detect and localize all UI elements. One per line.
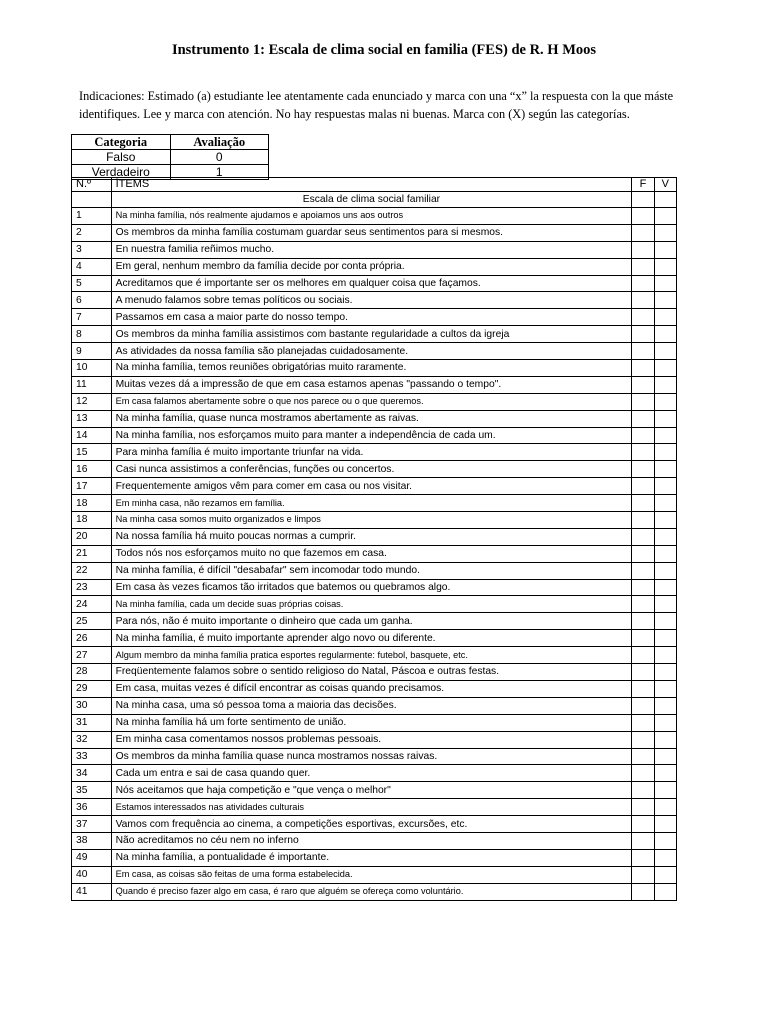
item-text: Não acreditamos no céu nem no inferno — [111, 832, 632, 849]
header-false: F — [632, 178, 654, 192]
answer-true-cell[interactable] — [654, 545, 676, 562]
answer-false-cell[interactable] — [632, 562, 654, 579]
item-number: 31 — [72, 714, 112, 731]
answer-true-cell[interactable] — [654, 562, 676, 579]
answer-false-cell[interactable] — [632, 410, 654, 427]
item-number: 25 — [72, 613, 112, 630]
table-row — [72, 360, 677, 377]
section-title: Escala de clima social familiar — [111, 192, 632, 208]
item-text: Na minha família, temos reuniões obrigatórias muito raramente. — [111, 360, 632, 377]
item-text: Em geral, nenhum membro da família decide por conta própria. — [111, 258, 632, 275]
item-number: 5 — [72, 275, 112, 292]
legend-row — [72, 150, 269, 165]
answer-false-cell[interactable] — [632, 883, 654, 900]
section-title-row — [72, 192, 677, 208]
table-row — [72, 275, 677, 292]
item-number: 35 — [72, 782, 112, 799]
item-number: 18 — [72, 512, 112, 529]
item-text: Na minha casa somos muito organizados e limpos — [111, 512, 632, 529]
item-text: Todos nós nos esforçamos muito no que fazemos em casa. — [111, 545, 632, 562]
answer-false-cell[interactable] — [632, 765, 654, 782]
answer-false-cell[interactable] — [632, 241, 654, 258]
item-text: Na minha família, é difícil "desabafar" sem incomodar todo mundo. — [111, 562, 632, 579]
answer-false-cell[interactable] — [632, 849, 654, 866]
item-text: Em casa às vezes ficamos tão irritados que batemos ou quebramos algo. — [111, 579, 632, 596]
answer-true-cell[interactable] — [654, 309, 676, 326]
item-number: 32 — [72, 731, 112, 748]
answer-false-cell[interactable] — [632, 714, 654, 731]
item-number: 36 — [72, 799, 112, 816]
table-row — [72, 461, 677, 478]
item-text: Em casa, muitas vezes é difícil encontrar as coisas quando precisamos. — [111, 680, 632, 697]
answer-false-cell[interactable] — [632, 697, 654, 714]
item-text: Na minha família, é muito importante aprender algo novo ou diferente. — [111, 630, 632, 647]
answer-false-cell[interactable] — [632, 461, 654, 478]
table-row — [72, 816, 677, 833]
item-number: 41 — [72, 883, 112, 900]
section-blank-cell — [654, 192, 676, 208]
answer-true-cell[interactable] — [654, 343, 676, 360]
item-text: Os membros da minha família quase nunca mostramos nossas raivas. — [111, 748, 632, 765]
answer-true-cell[interactable] — [654, 832, 676, 849]
answer-true-cell[interactable] — [654, 613, 676, 630]
item-text: Na minha família, quase nunca mostramos abertamente as raivas. — [111, 410, 632, 427]
item-number: 8 — [72, 326, 112, 343]
items-table — [71, 177, 677, 901]
answer-false-cell[interactable] — [632, 393, 654, 410]
table-row — [72, 208, 677, 225]
answer-true-cell[interactable] — [654, 596, 676, 613]
table-row — [72, 545, 677, 562]
item-number: 12 — [72, 393, 112, 410]
answer-true-cell[interactable] — [654, 444, 676, 461]
table-row — [72, 866, 677, 883]
answer-true-cell[interactable] — [654, 799, 676, 816]
item-number: 15 — [72, 444, 112, 461]
table-row — [72, 782, 677, 799]
header-number: N.º — [72, 178, 112, 192]
item-number: 17 — [72, 478, 112, 495]
table-row — [72, 427, 677, 444]
item-text: Frequentemente amigos vêm para comer em casa ou nos visitar. — [111, 478, 632, 495]
legend-header-row — [72, 135, 269, 150]
answer-false-cell[interactable] — [632, 596, 654, 613]
answer-false-cell[interactable] — [632, 748, 654, 765]
item-number: 9 — [72, 343, 112, 360]
table-row — [72, 224, 677, 241]
answer-false-cell[interactable] — [632, 647, 654, 664]
item-text: Na nossa família há muito poucas normas a cumprir. — [111, 528, 632, 545]
answer-false-cell[interactable] — [632, 376, 654, 393]
item-text: As atividades da nossa família são planejadas cuidadosamente. — [111, 343, 632, 360]
answer-true-cell[interactable] — [654, 292, 676, 309]
item-text: Quando é preciso fazer algo em casa, é raro que alguém se ofereça como voluntário. — [111, 883, 632, 900]
answer-false-cell[interactable] — [632, 360, 654, 377]
item-text: Acreditamos que é importante ser os melhores em qualquer coisa que façamos. — [111, 275, 632, 292]
answer-false-cell[interactable] — [632, 512, 654, 529]
answer-true-cell[interactable] — [654, 579, 676, 596]
table-row — [72, 748, 677, 765]
table-row — [72, 579, 677, 596]
answer-true-cell[interactable] — [654, 731, 676, 748]
answer-false-cell[interactable] — [632, 832, 654, 849]
table-row — [72, 495, 677, 512]
table-row — [72, 478, 677, 495]
item-text: Em casa, as coisas são feitas de uma forma estabelecida. — [111, 866, 632, 883]
table-row — [72, 714, 677, 731]
answer-true-cell[interactable] — [654, 680, 676, 697]
item-number: 20 — [72, 528, 112, 545]
item-number: 2 — [72, 224, 112, 241]
answer-false-cell[interactable] — [632, 495, 654, 512]
item-text: Na minha família há um forte sentimento de união. — [111, 714, 632, 731]
item-text: En nuestra familia reñimos mucho. — [111, 241, 632, 258]
answer-false-cell[interactable] — [632, 343, 654, 360]
table-row — [72, 343, 677, 360]
answer-true-cell[interactable] — [654, 208, 676, 225]
items-header-row — [72, 178, 677, 192]
answer-false-cell[interactable] — [632, 528, 654, 545]
legend-header-category: Categoria — [72, 135, 171, 150]
answer-true-cell[interactable] — [654, 326, 676, 343]
answer-false-cell[interactable] — [632, 782, 654, 799]
answer-false-cell[interactable] — [632, 545, 654, 562]
legend-category: Falso — [72, 150, 171, 165]
answer-true-cell[interactable] — [654, 630, 676, 647]
item-number: 49 — [72, 849, 112, 866]
item-text: Para nós, não é muito importante o dinheiro que cada um ganha. — [111, 613, 632, 630]
answer-false-cell[interactable] — [632, 579, 654, 596]
item-number: 3 — [72, 241, 112, 258]
item-text: A menudo falamos sobre temas políticos ou sociais. — [111, 292, 632, 309]
table-row — [72, 241, 677, 258]
item-number: 13 — [72, 410, 112, 427]
answer-false-cell[interactable] — [632, 816, 654, 833]
answer-true-cell[interactable] — [654, 410, 676, 427]
item-number: 30 — [72, 697, 112, 714]
answer-true-cell[interactable] — [654, 849, 676, 866]
item-number: 38 — [72, 832, 112, 849]
answer-false-cell[interactable] — [632, 866, 654, 883]
answer-false-cell[interactable] — [632, 680, 654, 697]
answer-true-cell[interactable] — [654, 697, 676, 714]
table-row — [72, 849, 677, 866]
item-text: Os membros da minha família assistimos com bastante regularidade a cultos da igreja — [111, 326, 632, 343]
item-number: 1 — [72, 208, 112, 225]
section-blank-cell — [72, 192, 112, 208]
item-number: 37 — [72, 816, 112, 833]
item-text: Muitas vezes dá a impressão de que em casa estamos apenas "passando o tempo". — [111, 376, 632, 393]
item-number: 7 — [72, 309, 112, 326]
item-number: 11 — [72, 376, 112, 393]
legend-value: 1 — [170, 165, 268, 180]
table-row — [72, 883, 677, 900]
answer-false-cell[interactable] — [632, 478, 654, 495]
legend-category: Verdadeiro — [72, 165, 171, 180]
table-row — [72, 410, 677, 427]
item-number: 4 — [72, 258, 112, 275]
answer-false-cell[interactable] — [632, 224, 654, 241]
section-blank-cell — [632, 192, 654, 208]
table-row — [72, 664, 677, 681]
table-row — [72, 393, 677, 410]
item-text: Para minha família é muito importante triunfar na vida. — [111, 444, 632, 461]
answer-true-cell[interactable] — [654, 258, 676, 275]
answer-true-cell[interactable] — [654, 714, 676, 731]
table-row — [72, 765, 677, 782]
answer-false-cell[interactable] — [632, 731, 654, 748]
item-text: Em casa falamos abertamente sobre o que nos parece ou o que queremos. — [111, 393, 632, 410]
table-row — [72, 444, 677, 461]
item-text: Estamos interessados nas atividades culturais — [111, 799, 632, 816]
item-text: Na minha família, nós realmente ajudamos e apoiamos uns aos outros — [111, 208, 632, 225]
item-text: Em minha casa comentamos nossos problemas pessoais. — [111, 731, 632, 748]
table-row — [72, 680, 677, 697]
table-row — [72, 647, 677, 664]
answer-false-cell[interactable] — [632, 275, 654, 292]
answer-true-cell[interactable] — [654, 241, 676, 258]
item-text: Freqüentemente falamos sobre o sentido religioso do Natal, Páscoa e outras festas. — [111, 664, 632, 681]
item-number: 18 — [72, 495, 112, 512]
item-number: 28 — [72, 664, 112, 681]
table-row — [72, 562, 677, 579]
item-text: Passamos em casa a maior parte do nosso tempo. — [111, 309, 632, 326]
item-number: 22 — [72, 562, 112, 579]
table-row — [72, 799, 677, 816]
answer-true-cell[interactable] — [654, 393, 676, 410]
table-row — [72, 596, 677, 613]
answer-true-cell[interactable] — [654, 528, 676, 545]
table-row — [72, 376, 677, 393]
answer-true-cell[interactable] — [654, 883, 676, 900]
answer-true-cell[interactable] — [654, 782, 676, 799]
answer-true-cell[interactable] — [654, 816, 676, 833]
answer-false-cell[interactable] — [632, 258, 654, 275]
header-true: V — [654, 178, 676, 192]
category-legend-table — [71, 134, 269, 180]
item-text: Nós aceitamos que haja competição e "que vença o melhor" — [111, 782, 632, 799]
answer-true-cell[interactable] — [654, 224, 676, 241]
item-number: 24 — [72, 596, 112, 613]
answer-true-cell[interactable] — [654, 765, 676, 782]
item-text: Algum membro da minha família pratica esportes regularmente: futebol, basquete, etc. — [111, 647, 632, 664]
answer-false-cell[interactable] — [632, 427, 654, 444]
legend-value: 0 — [170, 150, 268, 165]
answer-true-cell[interactable] — [654, 275, 676, 292]
item-text: Vamos com frequência ao cinema, a competições esportivas, excursões, etc. — [111, 816, 632, 833]
answer-true-cell[interactable] — [654, 461, 676, 478]
answer-false-cell[interactable] — [632, 613, 654, 630]
answer-true-cell[interactable] — [654, 495, 676, 512]
table-row — [72, 613, 677, 630]
item-text: Na minha família, nos esforçamos muito para manter a independência de cada um. — [111, 427, 632, 444]
item-number: 26 — [72, 630, 112, 647]
answer-false-cell[interactable] — [632, 292, 654, 309]
answer-true-cell[interactable] — [654, 478, 676, 495]
table-row — [72, 326, 677, 343]
table-row — [72, 512, 677, 529]
table-row — [72, 697, 677, 714]
page-title: Instrumento 1: Escala de clima social en familia (FES) de R. H Moos — [171, 42, 597, 58]
item-number: 29 — [72, 680, 112, 697]
item-number: 21 — [72, 545, 112, 562]
item-number: 34 — [72, 765, 112, 782]
answer-true-cell[interactable] — [654, 360, 676, 377]
item-text: Na minha casa, uma só pessoa toma a maioria das decisões. — [111, 697, 632, 714]
instructions-paragraph: Indicaciones: Estimado (a) estudiante lee atentamente cada enunciado y marca con una “x” la respuesta con la que máste identifiques. Lee y marca con atención. No hay respuestas malas ni buenas. Marca con (X) según las categorías. — [79, 89, 674, 121]
table-row — [72, 309, 677, 326]
answer-true-cell[interactable] — [654, 427, 676, 444]
item-number: 6 — [72, 292, 112, 309]
item-text: Na minha família, cada um decide suas próprias coisas. — [111, 596, 632, 613]
table-row — [72, 528, 677, 545]
item-number: 40 — [72, 866, 112, 883]
answer-true-cell[interactable] — [654, 376, 676, 393]
item-text: Casi nunca assistimos a conferências, funções ou concertos. — [111, 461, 632, 478]
table-row — [72, 292, 677, 309]
item-number: 27 — [72, 647, 112, 664]
item-text: Cada um entra e sai de casa quando quer. — [111, 765, 632, 782]
answer-false-cell[interactable] — [632, 208, 654, 225]
answer-false-cell[interactable] — [632, 799, 654, 816]
table-row — [72, 630, 677, 647]
answer-true-cell[interactable] — [654, 512, 676, 529]
item-number: 10 — [72, 360, 112, 377]
item-text: Os membros da minha família costumam guardar seus sentimentos para si mesmos. — [111, 224, 632, 241]
answer-false-cell[interactable] — [632, 444, 654, 461]
item-number: 16 — [72, 461, 112, 478]
legend-header-value: Avaliação — [170, 135, 268, 150]
answer-false-cell[interactable] — [632, 664, 654, 681]
item-number: 14 — [72, 427, 112, 444]
answer-false-cell[interactable] — [632, 630, 654, 647]
item-number: 33 — [72, 748, 112, 765]
item-number: 23 — [72, 579, 112, 596]
answer-false-cell[interactable] — [632, 326, 654, 343]
answer-true-cell[interactable] — [654, 647, 676, 664]
item-text: Em minha casa, não rezamos em família. — [111, 495, 632, 512]
answer-false-cell[interactable] — [632, 309, 654, 326]
answer-true-cell[interactable] — [654, 748, 676, 765]
answer-true-cell[interactable] — [654, 664, 676, 681]
table-row — [72, 731, 677, 748]
table-row — [72, 258, 677, 275]
answer-true-cell[interactable] — [654, 866, 676, 883]
header-items: ÍTEMS — [111, 178, 632, 192]
table-row — [72, 832, 677, 849]
item-text: Na minha família, a pontualidade é importante. — [111, 849, 632, 866]
